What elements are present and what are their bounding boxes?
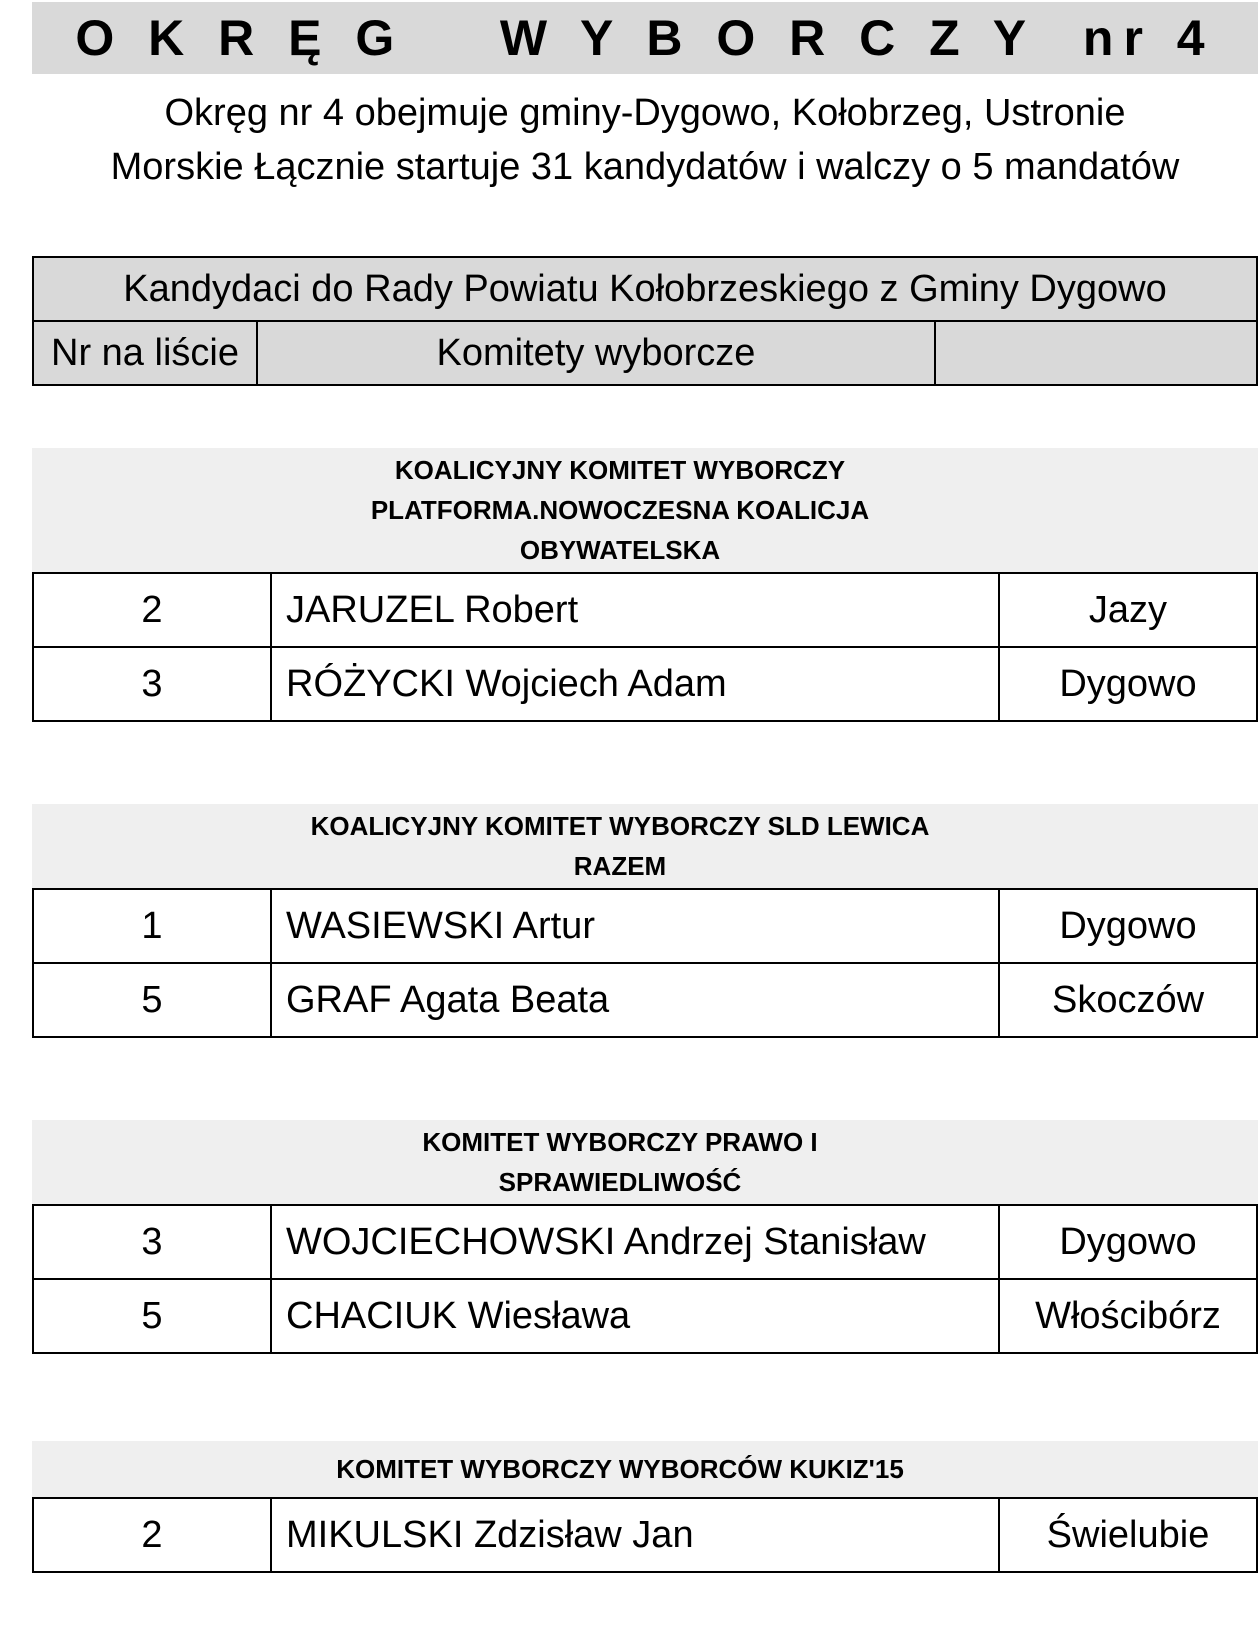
committee-section	[32, 1441, 1258, 1573]
table-row	[33, 573, 1257, 647]
table-row	[33, 1498, 1257, 1572]
candidate-nr: 2	[33, 1498, 271, 1572]
candidate-place: Dygowo	[999, 647, 1257, 721]
committee-name-line: OBYWATELSKA	[519, 535, 721, 565]
committee-name	[270, 1114, 970, 1210]
header-col-place	[935, 321, 1257, 385]
candidate-nr: 2	[33, 573, 271, 647]
candidate-nr: 1	[33, 889, 271, 963]
committee-header	[32, 804, 1258, 888]
candidate-table	[32, 888, 1258, 1038]
committee-name-line: RAZEM	[573, 851, 667, 881]
candidate-name: GRAF Agata Beata	[271, 963, 999, 1037]
candidate-name: RÓŻYCKI Wojciech Adam	[271, 647, 999, 721]
table-row	[33, 1205, 1257, 1279]
committee-name-line: KOMITET WYBORCZY WYBORCÓW KUKIZ'15	[336, 1454, 904, 1484]
candidate-nr: 3	[33, 647, 271, 721]
intro-line-2: Morskie Łącznie startuje 31 kandydatów i walczy o 5 mandatów	[110, 146, 1180, 188]
candidate-nr: 5	[33, 1279, 271, 1353]
table-row	[33, 963, 1257, 1037]
committee-header	[32, 1120, 1258, 1204]
candidate-name: WASIEWSKI Artur	[271, 889, 999, 963]
candidate-place: Świelubie	[999, 1498, 1257, 1572]
committee-name-line: KOALICYJNY KOMITET WYBORCZY SLD LEWICA	[310, 811, 930, 841]
header-col-nr: Nr na liście	[33, 321, 257, 385]
candidate-name: JARUZEL Robert	[271, 573, 999, 647]
committee-name	[270, 442, 970, 578]
committee-name	[270, 798, 970, 894]
candidate-name: CHACIUK Wiesława	[271, 1279, 999, 1353]
committee-name-line: SPRAWIEDLIWOŚĆ	[498, 1167, 742, 1197]
candidate-table	[32, 1497, 1258, 1573]
candidate-name: WOJCIECHOWSKI Andrzej Stanisław	[271, 1205, 999, 1279]
intro-line-1: Okręg nr 4 obejmuje gminy-Dygowo, Kołobrzeg, Ustronie	[164, 92, 1126, 134]
candidate-nr: 3	[33, 1205, 271, 1279]
candidate-nr: 5	[33, 963, 271, 1037]
committee-name	[270, 1441, 970, 1497]
candidate-name: MIKULSKI Zdzisław Jan	[271, 1498, 999, 1572]
district-intro	[32, 86, 1258, 194]
candidate-table	[32, 572, 1258, 722]
committee-section	[32, 1120, 1258, 1354]
candidate-table	[32, 1204, 1258, 1354]
header-table	[32, 256, 1258, 386]
district-title: O K R Ę G W Y B O R C Z Y nr 4	[75, 10, 1215, 66]
committee-name-line: PLATFORMA.NOWOCZESNA KOALICJA	[370, 495, 870, 525]
committee-name-line: KOALICYJNY KOMITET WYBORCZY	[394, 455, 846, 485]
district-title-bar	[32, 2, 1258, 74]
committee-header	[32, 448, 1258, 572]
committee-header	[32, 1441, 1258, 1497]
candidate-place: Dygowo	[999, 889, 1257, 963]
candidate-place: Skoczów	[999, 963, 1257, 1037]
header-col-committee: Komitety wyborcze	[257, 321, 935, 385]
table-row	[33, 1279, 1257, 1353]
candidate-place: Włościbórz	[999, 1279, 1257, 1353]
candidate-place: Jazy	[999, 573, 1257, 647]
candidate-place: Dygowo	[999, 1205, 1257, 1279]
committee-section	[32, 804, 1258, 1038]
committee-section	[32, 448, 1258, 722]
table-row	[33, 889, 1257, 963]
committee-name-line: KOMITET WYBORCZY PRAWO I	[422, 1127, 818, 1157]
header-caption: Kandydaci do Rady Powiatu Kołobrzeskiego z Gminy Dygowo	[33, 257, 1257, 321]
table-row	[33, 647, 1257, 721]
